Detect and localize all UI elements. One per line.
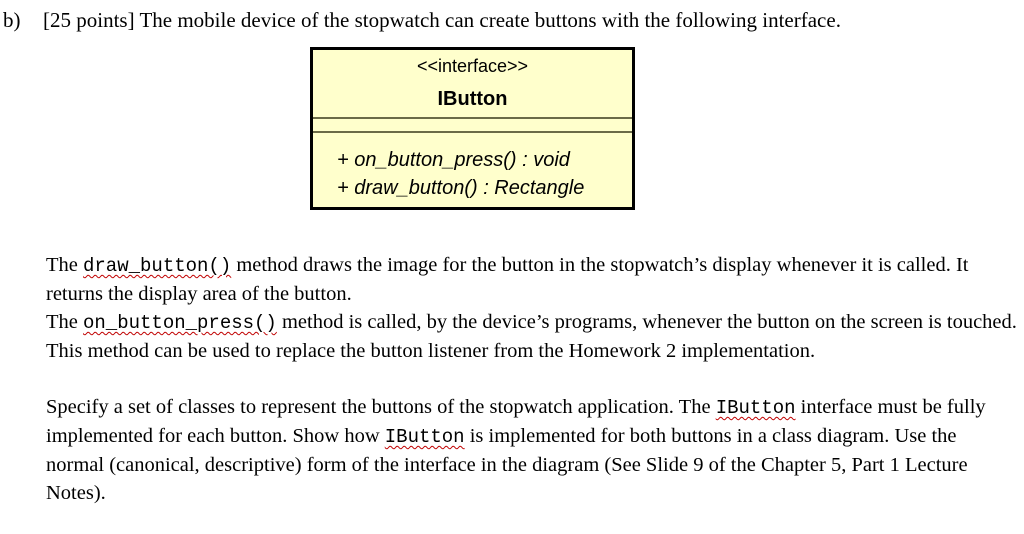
uml-method: + draw_button() : Rectangle [337, 177, 585, 199]
code-draw-button: draw_button() [83, 255, 232, 277]
text-run: Specify a set of classes to represent the buttons of the stopwatch application. The [46, 396, 716, 418]
uml-divider-attributes-bottom [313, 131, 632, 133]
uml-method: + on_button_press() : void [337, 149, 570, 171]
paragraph-task [46, 393, 1018, 507]
paragraph-on-button-press [46, 308, 1018, 365]
text-run: interface must be fully implemented for each button. Show how [46, 396, 986, 447]
question-label: b) [3, 8, 21, 32]
code-ibutton: IButton [715, 397, 796, 419]
text-run: is implemented for both buttons in a class diagram. Use the normal (canonical, descriptive) form of the interface in the diagram (See Slide 9 of the Chapter 5, Part 1 Lecture Notes). [46, 425, 968, 504]
question-text: [25 points] The mobile device of the stopwatch can create buttons with the following interface. [43, 8, 841, 32]
code-ibutton: IButton [384, 426, 465, 448]
text-run: The [46, 254, 83, 276]
paragraph-draw-button [46, 251, 1018, 308]
uml-interface-name: IButton [437, 88, 508, 110]
question-body [46, 251, 1018, 507]
uml-interface-box [310, 47, 635, 210]
question-header [3, 6, 1013, 34]
uml-divider-attributes-top [313, 117, 632, 119]
uml-stereotype: <<interface>> [416, 56, 529, 76]
text-run: The [46, 311, 83, 333]
text-run: method draws the image for the button in the stopwatch’s display whenever it is called. It returns the display area of the button. [46, 254, 969, 305]
code-on-button-press: on_button_press() [83, 312, 277, 334]
text-run: method is called, by the device’s programs, whenever the button on the screen is touched. This method can be used to replace the button listener from the Homework 2 implementation. [46, 311, 1017, 362]
uml-method-list [337, 146, 584, 202]
